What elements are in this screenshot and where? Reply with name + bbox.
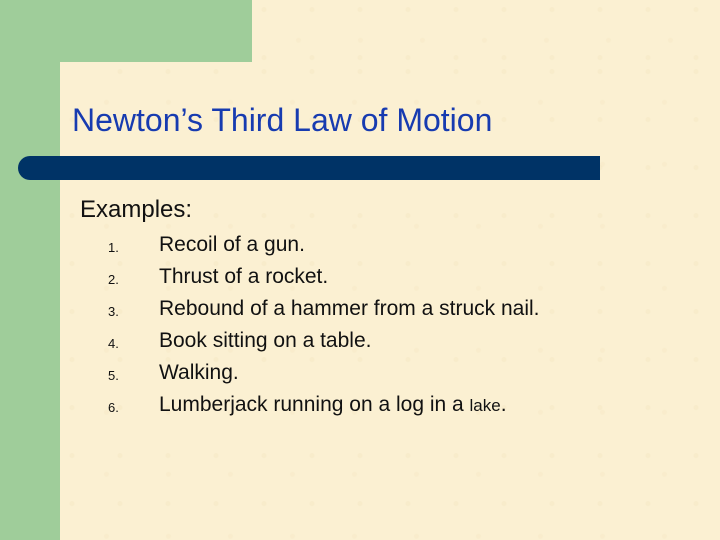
list-item — [108, 392, 638, 424]
examples-heading: Examples: — [80, 196, 193, 223]
list-item-text: Recoil of a gun. — [159, 233, 305, 256]
list-item-small-word: lake — [469, 396, 501, 415]
top-left-green-block — [0, 0, 252, 62]
list-item — [108, 232, 638, 264]
list-item — [108, 296, 638, 328]
list-item — [108, 264, 638, 296]
list-item-text: Rebound of a hammer from a struck nail. — [159, 297, 540, 320]
list-item-text: Walking. — [159, 361, 239, 384]
left-green-band — [0, 0, 60, 540]
list-item-text — [159, 392, 507, 419]
examples-list — [108, 232, 638, 424]
title-divider — [18, 156, 600, 180]
list-item — [108, 360, 638, 392]
list-item-text-tail: . — [500, 393, 507, 416]
list-item-number: 1. — [108, 240, 119, 255]
list-item-number: 3. — [108, 304, 119, 319]
list-item-number: 5. — [108, 368, 119, 383]
list-item-text: Thrust of a rocket. — [159, 265, 329, 288]
list-item-number: 2. — [108, 272, 119, 287]
list-item-text-start: Lumberjack running on a log in a — [159, 393, 470, 416]
list-item-text: Book sitting on a table. — [159, 329, 372, 352]
list-item — [108, 328, 638, 360]
list-item-number: 6. — [108, 400, 119, 415]
top-right-background — [252, 0, 720, 62]
slide-title: Newton’s Third Law of Motion — [72, 102, 493, 138]
list-item-number: 4. — [108, 336, 119, 351]
